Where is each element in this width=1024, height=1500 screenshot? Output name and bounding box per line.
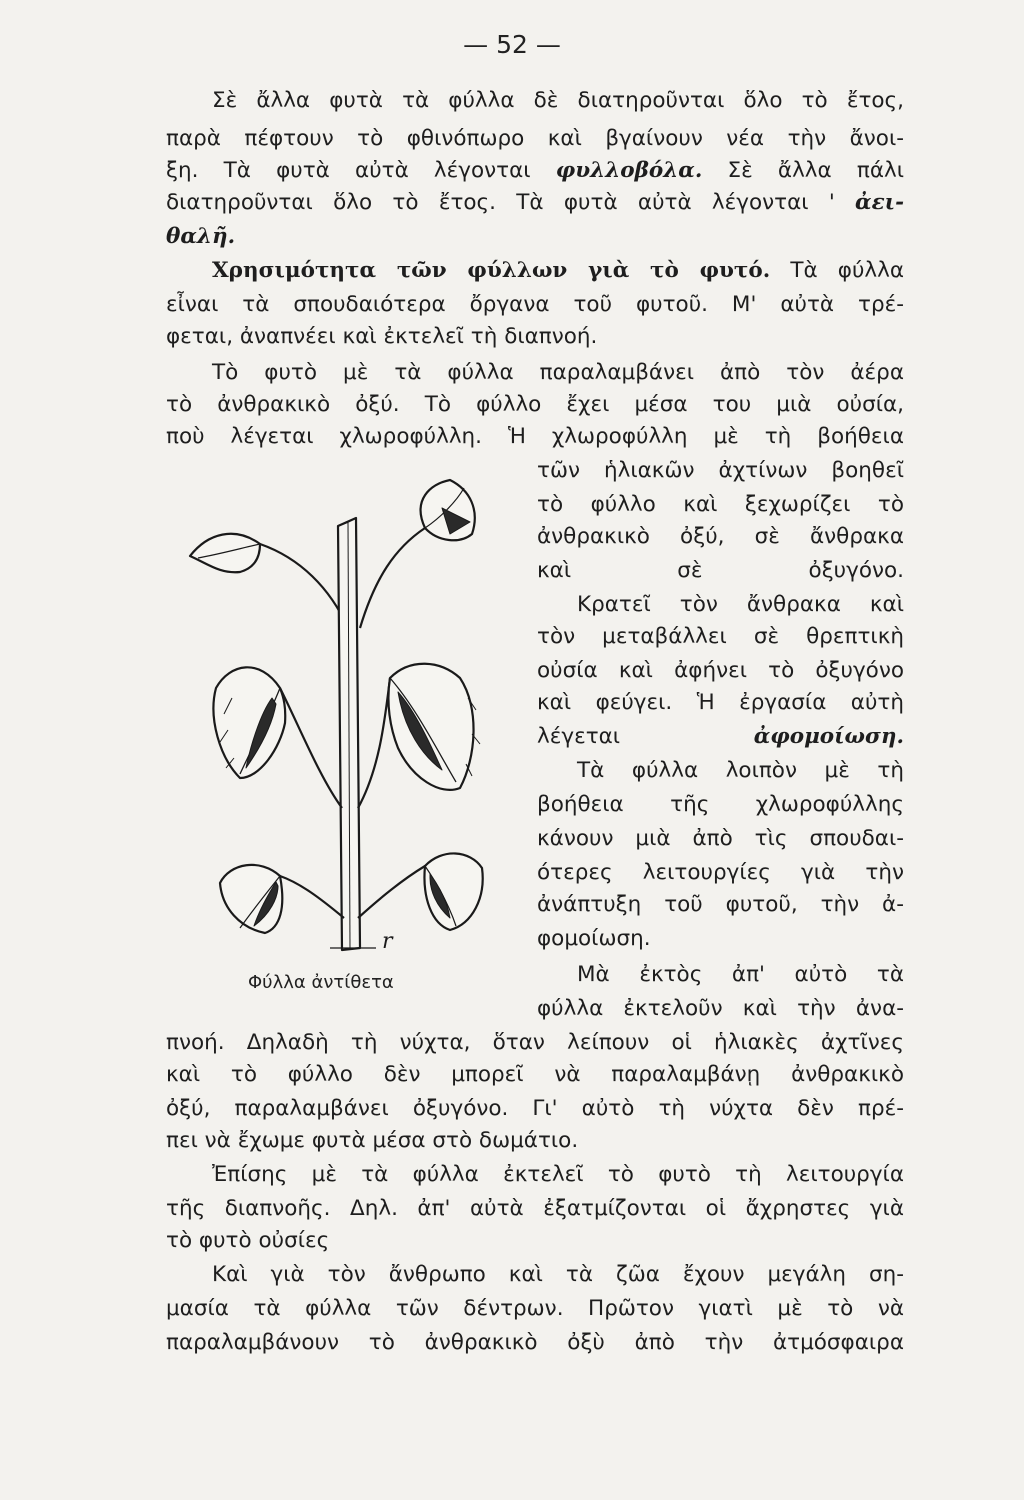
text-line: Κρατεῖ τὸν ἄνθρακα καὶ <box>577 592 904 617</box>
text-line: θαλῆ. <box>166 224 236 249</box>
text-line: τῆς διαπνοῆς. Δηλ. ἀπ' αὐτὰ ἐξατμίζονται οἱ ἄχρηστες γιὰ <box>166 1196 904 1221</box>
text-line: λέγεται ἀφομοίωση. <box>537 724 904 749</box>
term-assimilation: ἀφομοίωση. <box>753 724 904 749</box>
leaf-stalk <box>280 876 344 918</box>
figure-caption: Φύλλα ἀντίθετα <box>248 972 394 993</box>
opposite-leaves-illustration <box>180 478 510 968</box>
page-number: — 52 — <box>463 30 561 59</box>
leaf <box>421 480 475 540</box>
text-line: τῶν ἡλιακῶν ἀχτίνων βοηθεῖ <box>537 458 904 483</box>
text-line: παραλαμβάνουν τὸ ἀνθρακικὸ ὀξὺ ἀπὸ τὴν ἀτμόσφαιρα <box>166 1330 904 1355</box>
text-line: βοήθεια τῆς χλωροφύλλης <box>537 792 904 817</box>
leaf-stalk <box>360 528 425 628</box>
text-line: τὸν μεταβάλλει σὲ θρεπτικὴ <box>537 624 904 649</box>
text-line: καὶ σὲ ὀξυγόνο. <box>537 558 904 583</box>
term-deciduous: φυλλοβόλα. <box>555 158 703 183</box>
text-line: φύλλα ἐκτελοῦν καὶ τὴν ἀνα- <box>537 996 904 1021</box>
text-line: τὸ φύλλο καὶ ξεχωρίζει τὸ <box>537 492 904 517</box>
text-line: ποὺ λέγεται χλωροφύλλη. Ἡ χλωροφύλλη μὲ τὴ βοήθεια <box>166 424 904 449</box>
text-line: Καὶ γιὰ τὸν ἄνθρωπο καὶ τὰ ζῶα ἔχουν μεγάλη ση- <box>212 1262 904 1287</box>
term-evergreen: ἀει- <box>855 190 904 215</box>
text-line: φεται, ἀναπνέει καὶ ἐκτελεῖ τὴ διαπνοή. <box>166 324 598 349</box>
text-line: καὶ φεύγει. Ἡ ἐργασία αὐτὴ <box>537 690 904 715</box>
leaf-stalk <box>260 544 348 628</box>
text-line: Τὰ φύλλα λοιπὸν μὲ τὴ <box>577 758 904 783</box>
text-line: ἀνθρακικὸ ὀξύ, σὲ ἄνθρακα <box>537 524 904 549</box>
leaf-stalk <box>358 678 390 808</box>
text-line: κάνουν μιὰ ἀπὸ τὶς σπουδαι- <box>537 826 904 851</box>
section-heading-line: Χρησιμότητα τῶν φύλλων γιὰ τὸ φυτό. Τὰ φύλλα <box>212 258 905 283</box>
text-line: ξη. Τὰ φυτὰ αὐτὰ λέγονται φυλλοβόλα. Σὲ ἄλλα πάλι <box>166 158 904 183</box>
text-line: τὸ φυτὸ οὐσίες <box>166 1228 330 1253</box>
text-line: οὐσία καὶ ἀφήνει τὸ ὀξυγόνο <box>537 658 904 683</box>
text-line: διατηροῦνται ὅλο τὸ ἔτος. Τὰ φυτὰ αὐτὰ λέγονται ' ἀει- <box>166 190 904 215</box>
text-line: Μὰ ἐκτὸς ἀπ' αὐτὸ τὰ <box>577 962 904 987</box>
text-line: παρὰ πέφτουν τὸ φθινόπωρο καὶ βγαίνουν νέα τὴν ἄνοι- <box>166 126 904 151</box>
figure-label: r <box>382 929 393 954</box>
text-line: Ἐπίσης μὲ τὰ φύλλα ἐκτελεῖ τὸ φυτὸ τὴ λειτουργία <box>212 1162 904 1187</box>
leaf <box>388 664 473 790</box>
leaf-stalk <box>358 866 425 918</box>
text-line: εἶναι τὰ σπουδαιότερα ὄργανα τοῦ φυτοῦ. Μ' αὐτὰ τρέ- <box>166 292 904 317</box>
text-line: Τὸ φυτὸ μὲ τὰ φύλλα παραλαμβάνει ἀπὸ τὸν ἀέρα <box>212 360 904 385</box>
text-line: ὀξύ, παραλαμβάνει ὀξυγόνο. Γι' αὐτὸ τὴ νύχτα δὲν πρέ- <box>166 1096 904 1121</box>
leaf <box>190 534 260 572</box>
text-line: φομοίωση. <box>537 926 651 951</box>
leaf-stalk <box>280 688 342 808</box>
text-line: ότερες λειτουργίες γιὰ τὴν <box>537 860 904 885</box>
text-line: ἀνάπτυξη τοῦ φυτοῦ, τὴν ἀ- <box>537 892 904 917</box>
section-heading: Χρησιμότητα τῶν φύλλων γιὰ τὸ φυτό. <box>212 258 771 283</box>
text-line: Σὲ ἄλλα φυτὰ τὰ φύλλα δὲ διατηροῦνται ὅλο τὸ ἔτος, <box>212 88 904 113</box>
text-line: πει νὰ ἔχωμε φυτὰ μέσα στὸ δωμάτιο. <box>166 1128 579 1153</box>
text-line: καὶ τὸ φύλλο δὲν μπορεῖ νὰ παραλαμβάνῃ ἀνθρακικὸ <box>166 1062 904 1087</box>
text-line: πνοή. Δηλαδὴ τὴ νύχτα, ὅταν λείπουν οἱ ἡλιακὲς ἀχτῖνες <box>166 1030 904 1055</box>
text-line: τὸ ἀνθρακικὸ ὀξύ. Τὸ φύλλο ἔχει μέσα του μιὰ οὐσία, <box>166 392 904 417</box>
text-line: μασία τὰ φύλλα τῶν δέντρων. Πρῶτον γιατὶ μὲ τὸ νὰ <box>166 1296 904 1321</box>
